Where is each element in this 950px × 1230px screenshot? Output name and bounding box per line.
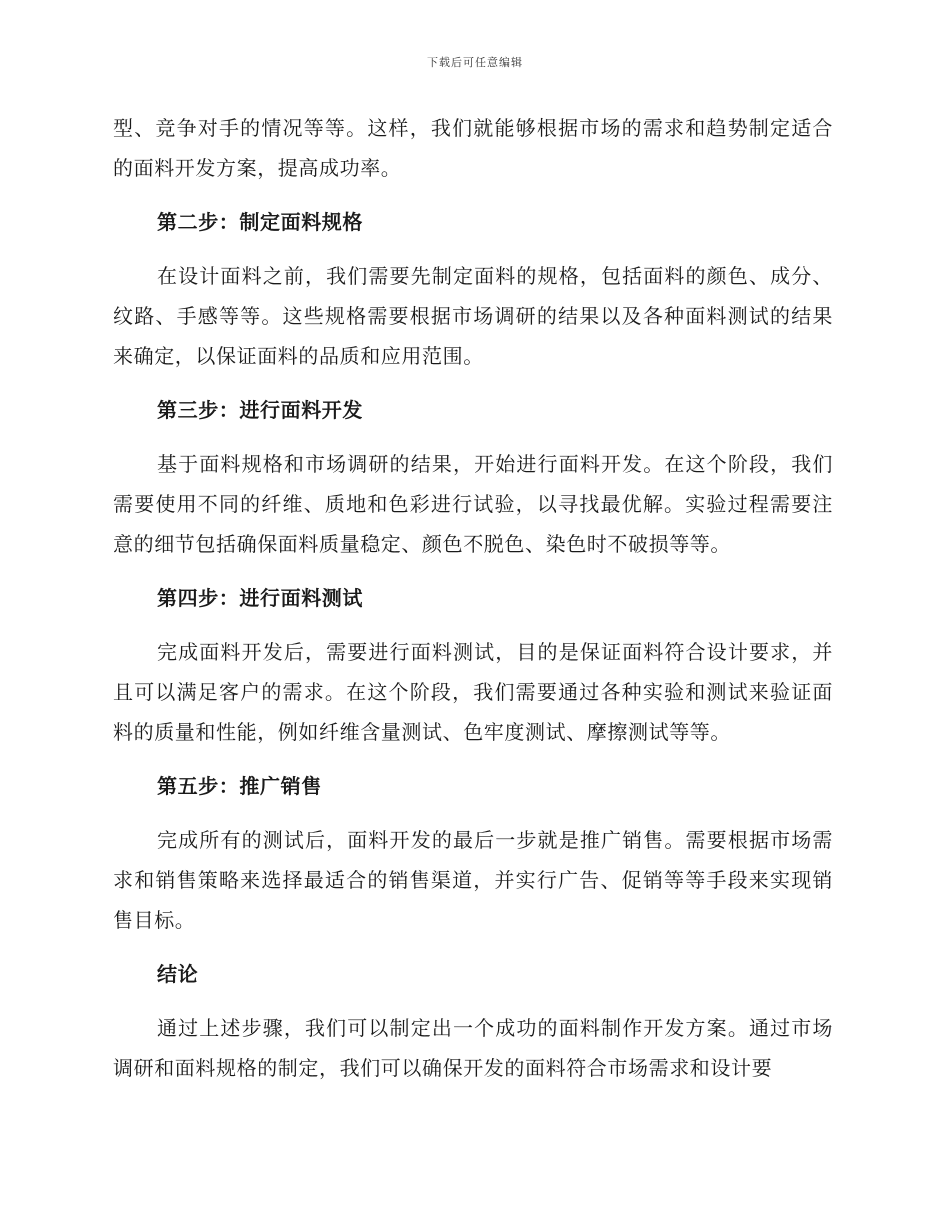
section-heading-step-2: 第二步：制定面料规格 bbox=[157, 210, 363, 234]
header-note: 下载后可任意编辑 bbox=[427, 56, 523, 69]
section-body-step-4: 完成面料开发后，需要进行面料测试，目的是保证面料符合设计要求，并且可以满足客户的需求。在这个阶段，我们需要通过各种实验和测试来验证面料的质量和性能，例如纤维含量测试、色牢度测试、摩擦测试等等。 bbox=[113, 640, 833, 744]
section-body-step-3: 基于面料规格和市场调研的结果，开始进行面料开发。在这个阶段，我们需要使用不同的纤维、质地和色彩进行试验，以寻找最优解。实验过程需要注意的细节包括确保面料质量稳定、颜色不脱色、染色时不破损等等。 bbox=[113, 452, 833, 556]
section-heading-step-5: 第五步：推广销售 bbox=[157, 774, 322, 798]
document-body bbox=[113, 108, 833, 1088]
section-heading-conclusion: 结论 bbox=[157, 962, 199, 986]
section-body-step-2: 在设计面料之前，我们需要先制定面料的规格，包括面料的颜色、成分、纹路、手感等等。这些规格需要根据市场调研的结果以及各种面料测试的结果来确定，以保证面料的品质和应用范围。 bbox=[113, 264, 833, 368]
section-heading-step-3: 第三步：进行面料开发 bbox=[157, 398, 363, 422]
section-heading-step-4: 第四步：进行面料测试 bbox=[157, 586, 363, 610]
section-body-step-5: 完成所有的测试后，面料开发的最后一步就是推广销售。需要根据市场需求和销售策略来选择最适合的销售渠道，并实行广告、促销等等手段来实现销售目标。 bbox=[113, 828, 833, 932]
intro-continuation-paragraph: 型、竞争对手的情况等等。这样，我们就能够根据市场的需求和趋势制定适合的面料开发方案，提高成功率。 bbox=[113, 116, 833, 180]
section-body-conclusion: 通过上述步骤，我们可以制定出一个成功的面料制作开发方案。通过市场调研和面料规格的制定，我们可以确保开发的面料符合市场需求和设计要 bbox=[113, 1016, 833, 1080]
